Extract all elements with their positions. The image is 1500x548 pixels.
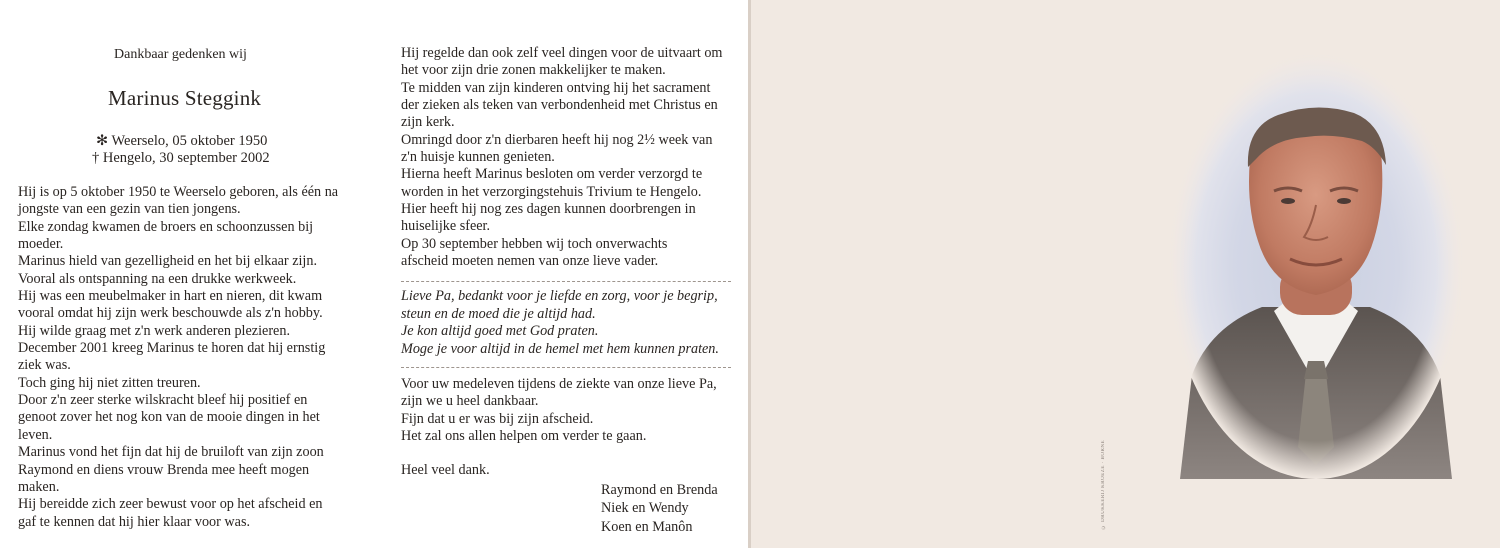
- signature-line: Niek en Wendy: [601, 500, 689, 517]
- bio-line: Hij wilde graag met z'n werk anderen plezieren.: [18, 322, 290, 339]
- divider-bottom: [401, 367, 731, 368]
- bio-line: Hij bereidde zich zeer bewust voor op het afscheid en: [18, 496, 323, 513]
- bio-line: December 2001 kreeg Marinus te horen dat hij ernstig: [18, 340, 326, 357]
- birth-line: ✻ Weerselo, 05 oktober 1950: [96, 133, 268, 149]
- printer-imprint: © DRUKKERIJ KROEZE · BORNE: [1101, 440, 1106, 530]
- death-line: † Hengelo, 30 september 2002: [92, 150, 270, 166]
- deceased-name: Marinus Steggink: [108, 86, 262, 110]
- bio-line: huiselijke sfeer.: [401, 218, 491, 235]
- bio-line: Vooral als ontspanning na een drukke werkweek.: [18, 270, 297, 287]
- closing-line: Heel veel dank.: [401, 462, 490, 479]
- bio-line: Door z'n zeer sterke wilskracht bleef hij positief en: [18, 392, 308, 409]
- bio-line: gaf te kennen dat hij hier klaar voor was.: [18, 513, 251, 530]
- bio-line: Toch ging hij niet zitten treuren.: [18, 374, 201, 391]
- divider-top: [401, 281, 731, 282]
- bio-line: zijn kerk.: [401, 114, 455, 131]
- bio-line: afscheid moeten nemen van onze lieve vader.: [401, 253, 659, 270]
- biography-column-2: [401, 45, 731, 480]
- thanks-line: Fijn dat u er was bij zijn afscheid.: [401, 410, 594, 427]
- thanks-line: zijn we u heel dankbaar.: [401, 393, 539, 410]
- bio-line: Hij was een meubelmaker in hart en nieren, dit kwam: [18, 288, 323, 305]
- signature-line: Raymond en Brenda: [601, 482, 718, 498]
- bio-line: Raymond en diens vrouw Brenda mee heeft mogen: [18, 461, 310, 478]
- portrait-photo: [1170, 55, 1462, 479]
- bio-line: Op 30 september hebben wij toch onverwachts: [401, 235, 668, 252]
- bio-line: der zieken als teken van verbondenheid met Christus en: [401, 97, 718, 114]
- bio-line: Marinus vond het fijn dat hij de bruiloft van zijn zoon: [18, 444, 324, 461]
- bio-line: Hij regelde dan ook zelf veel dingen voor de uitvaart om: [401, 45, 723, 61]
- bio-line: genoot zover het nog kon van de mooie dingen in het: [18, 409, 320, 426]
- bio-line: worden in het verzorgingstehuis Trivium te Hengelo.: [401, 183, 702, 200]
- poem-line: Lieve Pa, bedankt voor je liefde en zorg, voor je begrip,: [401, 288, 718, 305]
- bio-line: z'n huisje kunnen genieten.: [401, 149, 555, 166]
- bio-line: maken.: [18, 478, 60, 495]
- biography-column-1: [18, 184, 352, 531]
- card-heading: Dankbaar gedenken wij: [114, 47, 247, 62]
- signature-line: Koen en Manôn: [601, 518, 693, 535]
- bio-line: jongste van een gezin van tien jongens.: [18, 201, 241, 218]
- bio-line: moeder.: [18, 236, 64, 253]
- thanks-line: Het zal ons allen helpen om verder te gaan.: [401, 427, 647, 444]
- thanks-paragraph: [401, 376, 731, 445]
- bio-line: het voor zijn drie zonen makkelijker te maken.: [401, 62, 666, 79]
- card-left-page: [0, 0, 748, 548]
- bio-line: Marinus hield van gezelligheid en het bij elkaar zijn.: [18, 253, 318, 270]
- poem-line: steun en de moed die je altijd had.: [401, 305, 596, 322]
- bio-line: Te midden van zijn kinderen ontving hij het sacrament: [401, 79, 711, 96]
- bio-line: leven.: [18, 426, 53, 443]
- poem-line: Moge je voor altijd in de hemel met hem kunnen praten.: [401, 340, 719, 357]
- poem: [401, 288, 731, 357]
- bio-line: Hij is op 5 oktober 1950 te Weerselo geboren, als één na: [18, 184, 339, 200]
- thanks-line: Voor uw medeleven tijdens de ziekte van onze lieve Pa,: [401, 375, 717, 392]
- bio-line: Elke zondag kwamen de broers en schoonzussen bij: [18, 218, 314, 235]
- portrait-illustration: [1170, 55, 1462, 479]
- signatures: [601, 481, 718, 536]
- bio-line: ziek was.: [18, 357, 71, 374]
- bio-line: Hier heeft hij nog zes dagen kunnen doorbrengen in: [401, 201, 696, 218]
- bio-line: vooral omdat hij zijn werk beschouwde als z'n hobby.: [18, 305, 323, 322]
- bio-line: Omringd door z'n dierbaren heeft hij nog 2½ week van: [401, 131, 713, 148]
- bio-line: Hierna heeft Marinus besloten om verder verzorgd te: [401, 166, 703, 183]
- poem-line: Je kon altijd goed met God praten.: [401, 323, 599, 340]
